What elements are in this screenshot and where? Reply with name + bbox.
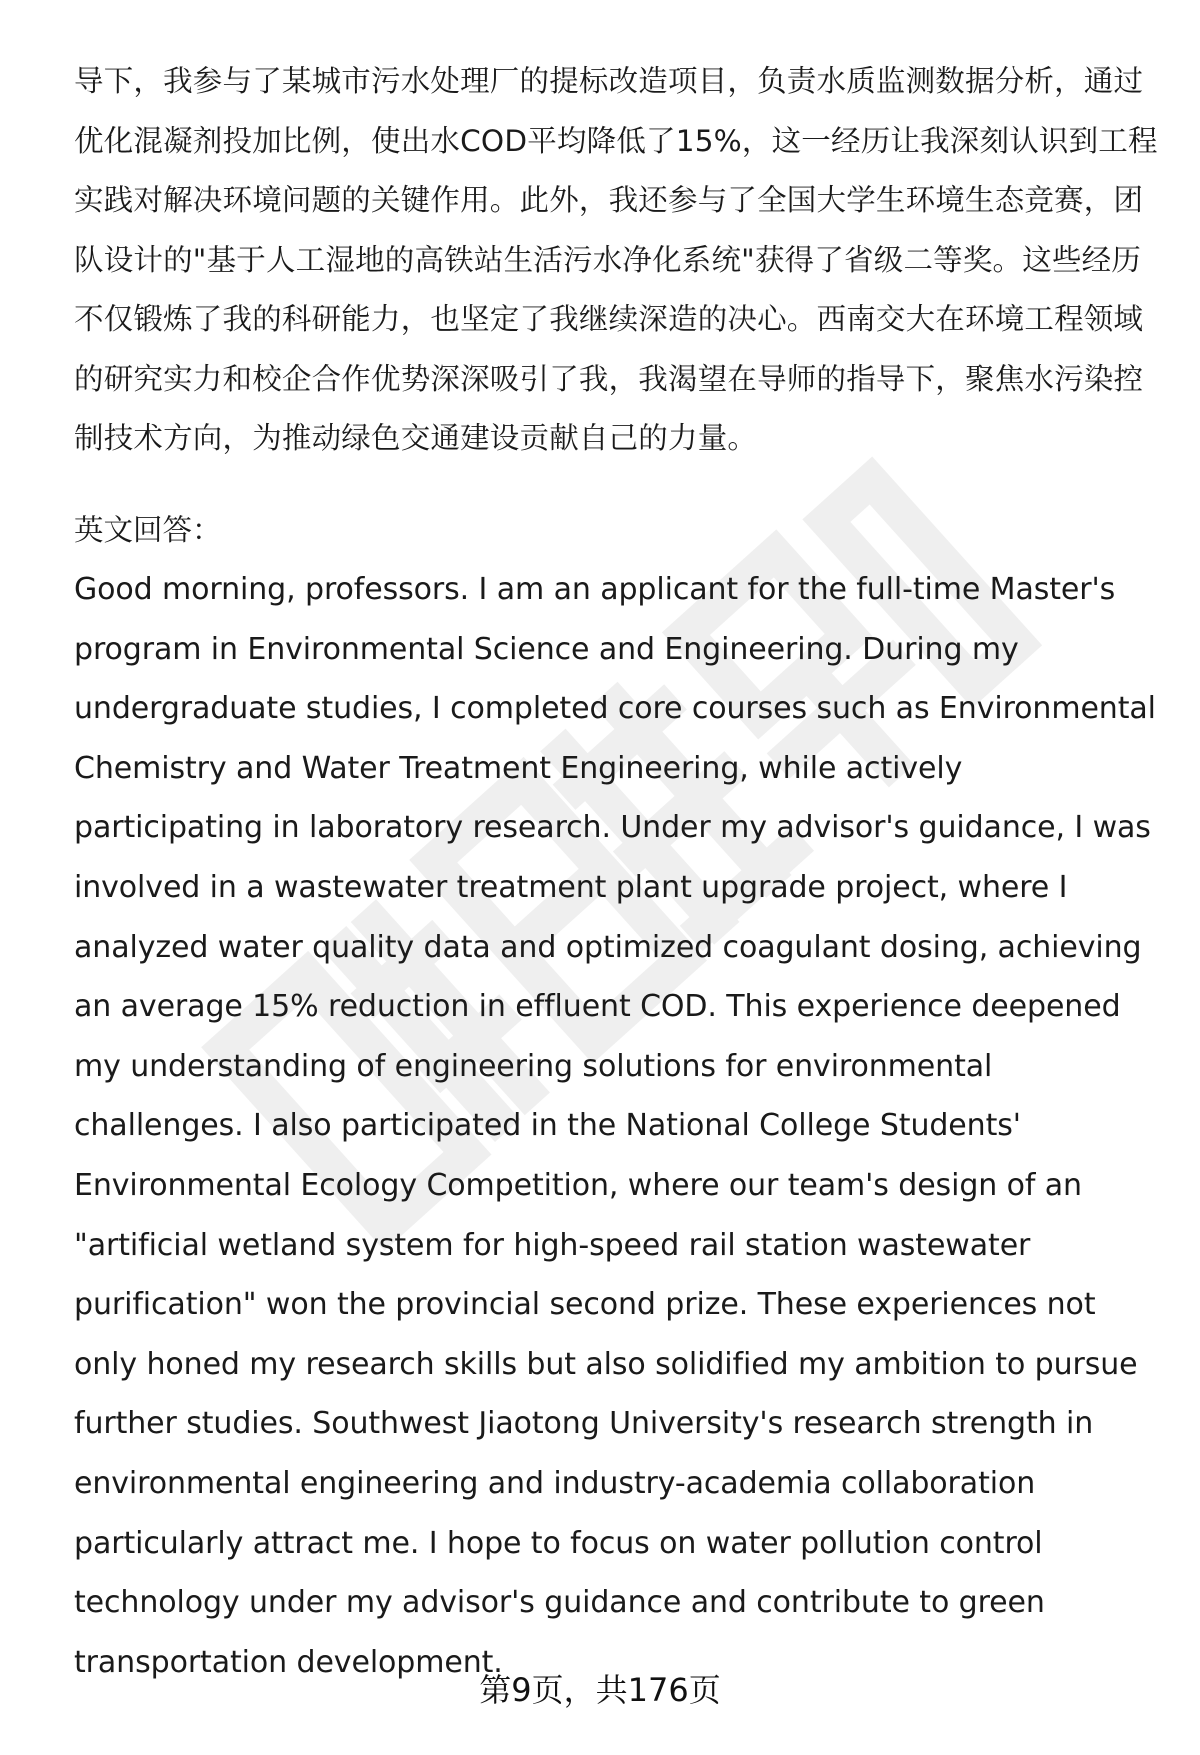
chinese-paragraph: 导下，我参与了某城市污水处理厂的提标改造项目，负责水质监测数据分析，通过优化混凝剂投加比例，使出水COD平均降低了15%，这一经历让我深刻认识到工程实践对解决环境问题的关键作用。此外，我还参与了全国大学生环境生态竞赛，团队设计的"基于人工湿地的高铁站生活污水净化系统"获得了省级二等奖。这些经历不仅锻炼了我的科研能力，也坚定了我继续深造的决心。西南交大在环境工程领域的研究实力和校企合作优势深深吸引了我，我渴望在导师的指导下，聚焦水污染控制技术方向，为推动绿色交通建设贡献自己的力量。 (74, 64, 1158, 455)
english-paragraph: Good morning, professors. I am an applicant for the full-time Master's program in Environmental Science and Engineering. During my undergraduate studies, I completed core courses such as Environmental Chemistry and Water Treatment Engineering, while actively participating in laboratory research. Under my advisor's guidance, I was involved in a wastewater treatment plant upgrade project, where I analyzed water quality data and optimized coagulant dosing, achieving an average 15% reduction in effluent COD. This experience deepened my understanding of engineering solutions for environmental challenges. I also participated in the National College Students' Environmental Ecology Competition, where our team's design of an "artificial wetland system for high-speed rail station wastewater purification" won the provincial second prize. These experiences not only honed my research skills but also solidified my ambition to pursue further studies. Southwest Jiaotong University's research strength in environmental engineering and industry-academia collaboration particularly attract me. I hope to focus on water pollution control technology under my advisor's guidance and contribute to green transportation development. (74, 572, 1156, 1680)
english-answer-label: 英文回答： (74, 512, 222, 547)
document-body (74, 52, 1164, 1692)
page-number-footer: 第9页，共176页 (479, 1671, 721, 1709)
